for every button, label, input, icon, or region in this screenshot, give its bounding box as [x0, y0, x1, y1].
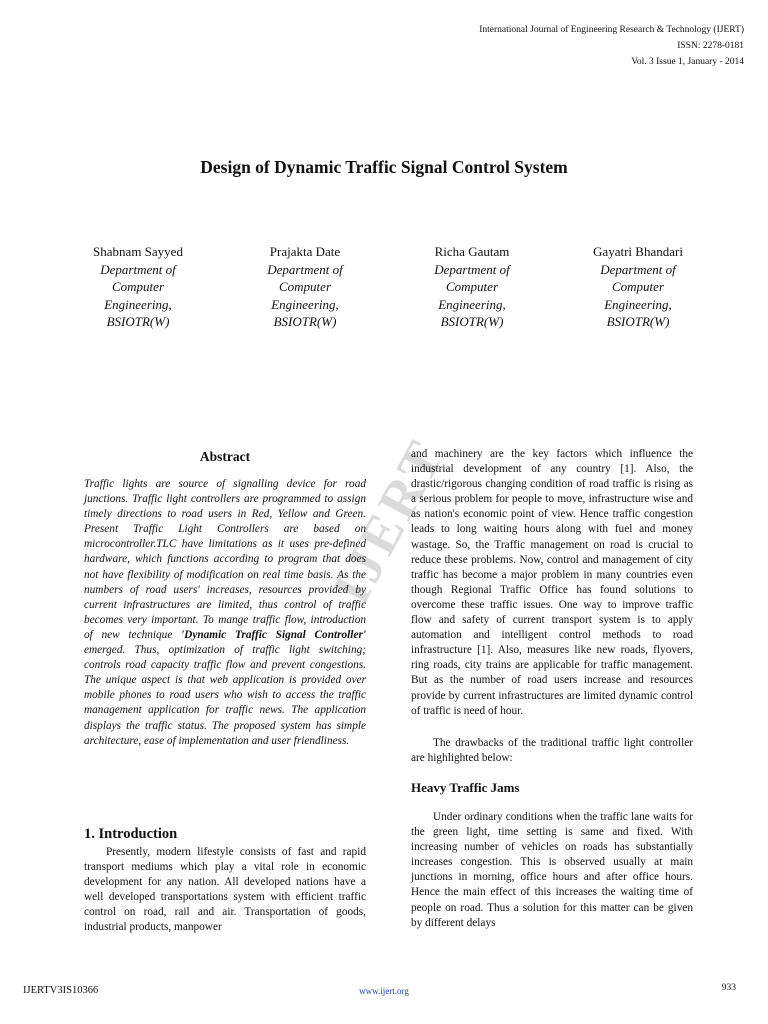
author-affiliation-line: Engineering, — [438, 296, 506, 312]
right-column-paragraph-1 — [411, 447, 693, 719]
right-column-paragraph-3 — [411, 810, 693, 931]
author-affiliation-line: BSIOTR(W) — [106, 314, 170, 329]
author-affiliation-line: Computer — [279, 279, 331, 294]
section-subheading: Heavy Traffic Jams — [411, 780, 520, 795]
author-affiliation-line: Department of — [434, 261, 510, 277]
ijert-watermark: IJERT — [320, 428, 457, 614]
author-block-4 — [558, 243, 718, 331]
introduction-heading: 1. Introduction — [84, 826, 178, 842]
author-name: Gayatri Bhandari — [593, 244, 683, 259]
author-name: Richa Gautam — [434, 244, 510, 259]
author-affiliation-line: Computer — [112, 279, 164, 294]
author-name: Shabnam Sayyed — [93, 244, 183, 259]
journal-url-link[interactable]: www.ijert.org — [359, 986, 409, 996]
paper-title: Design of Dynamic Traffic Signal Control System — [200, 157, 568, 177]
abstract-text-part-2: emerged. Thus, optimization of traffic light switching; controls road capacity traffic flow and prevent congestions. The unique aspect is that web application is provided over mobile phones to road users who wish to access the traffic management application for traffic news. The application displays the traffic status. The proposed system has simple architecture, ease of implementation and user friendliness. — [84, 644, 366, 747]
abstract-heading: Abstract — [199, 449, 251, 464]
introduction-body — [84, 845, 366, 936]
body-paragraph: The drawbacks of the traditional traffic light controller are highlighted below: — [411, 737, 693, 765]
journal-name: International Journal of Engineering Research & Technology (IJERT) — [479, 25, 744, 35]
journal-volume: Vol. 3 Issue 1, January - 2014 — [631, 57, 744, 67]
journal-header — [479, 22, 744, 70]
abstract-body — [84, 477, 366, 749]
author-affiliation-line: Engineering, — [104, 296, 172, 312]
author-name: Prajakta Date — [269, 244, 341, 259]
author-affiliation-line: Computer — [446, 279, 498, 294]
author-affiliation-line: Department of — [267, 261, 343, 277]
author-block-3 — [392, 243, 552, 331]
author-affiliation-line: BSIOTR(W) — [440, 314, 504, 329]
author-affiliation-line: Engineering, — [271, 296, 339, 312]
author-affiliation-line: BSIOTR(W) — [606, 314, 670, 329]
abstract-technique-name: 'Dynamic Traffic Signal Controller' — [181, 628, 366, 641]
abstract-paragraph — [84, 477, 366, 749]
body-paragraph: Under ordinary conditions when the traffic lane waits for the green light, time setting is same and fixed. With increasing number of vehicles on roads has substantially increases congestion. This is observed usually at main junctions in morning, office hours and after office hours. Hence the main effect of this increases the waiting time of people on road. Thus a solution for this matter can be given by different delays — [411, 811, 693, 929]
journal-issn: ISSN: 2278-0181 — [677, 41, 744, 51]
abstract-text-part-1: Traffic lights are source of signalling device for road junctions. Traffic light controllers are programmed to assign timely directions to road users in Red, Yellow and Green. Present Traffic Light Controllers are based on microcontroller.TLC have limitations as it uses pre-defined hardware, which functions according to program that does not have flexibility of modification on real time basis. As the numbers of road users' increases, resources provided by current infrastructures are limited, thus control of traffic becomes very important. To mange traffic flow, introduction of new technique — [84, 478, 366, 641]
right-column-paragraph-2 — [411, 736, 693, 766]
author-affiliation-line: Department of — [600, 261, 676, 277]
author-block-2 — [225, 243, 385, 331]
author-affiliation-line: Computer — [612, 279, 664, 294]
author-affiliation-line: Department of — [100, 261, 176, 277]
page-number: 933 — [721, 983, 736, 993]
body-paragraph: and machinery are the key factors which influence the industrial development of any country [1]. Also, the drastic/rigorous changing condition of road traffic is rising as a serious problem for people to move, infrastructure wise and as nation's economic point of view. Hence traffic congestion leads to long waiting hours along with fuel and money wastage. So, the Traffic management on road is crucial to reduce these problems. Now, control and management of city traffic has become a major problem in many countries even though Regional Traffic Office has found solutions to overcome these traffic issues. One way to improve traffic flow and safety of current transport system is to apply automation and intelligent control methods to road infrastructure [1]. Also, measures like new roads, flyovers, ring roads, city trains are applicable for traffic management. But as the number of road users increase and resources provide by current infrastructures are limited dynamic control of traffic is need of hour. — [411, 448, 693, 717]
introduction-paragraph: Presently, modern lifestyle consists of fast and rapid transport mediums which play a vital role in economic development for any nation. All developed nations have a well developed transportations system with efficient traffic control on road, rail and air. Transportation of goods, industrial products, manpower — [84, 846, 366, 934]
paper-id: IJERTV3IS10366 — [23, 985, 99, 996]
author-affiliation-line: Engineering, — [604, 296, 672, 312]
author-block-1 — [58, 243, 218, 331]
author-affiliation-line: BSIOTR(W) — [273, 314, 337, 329]
